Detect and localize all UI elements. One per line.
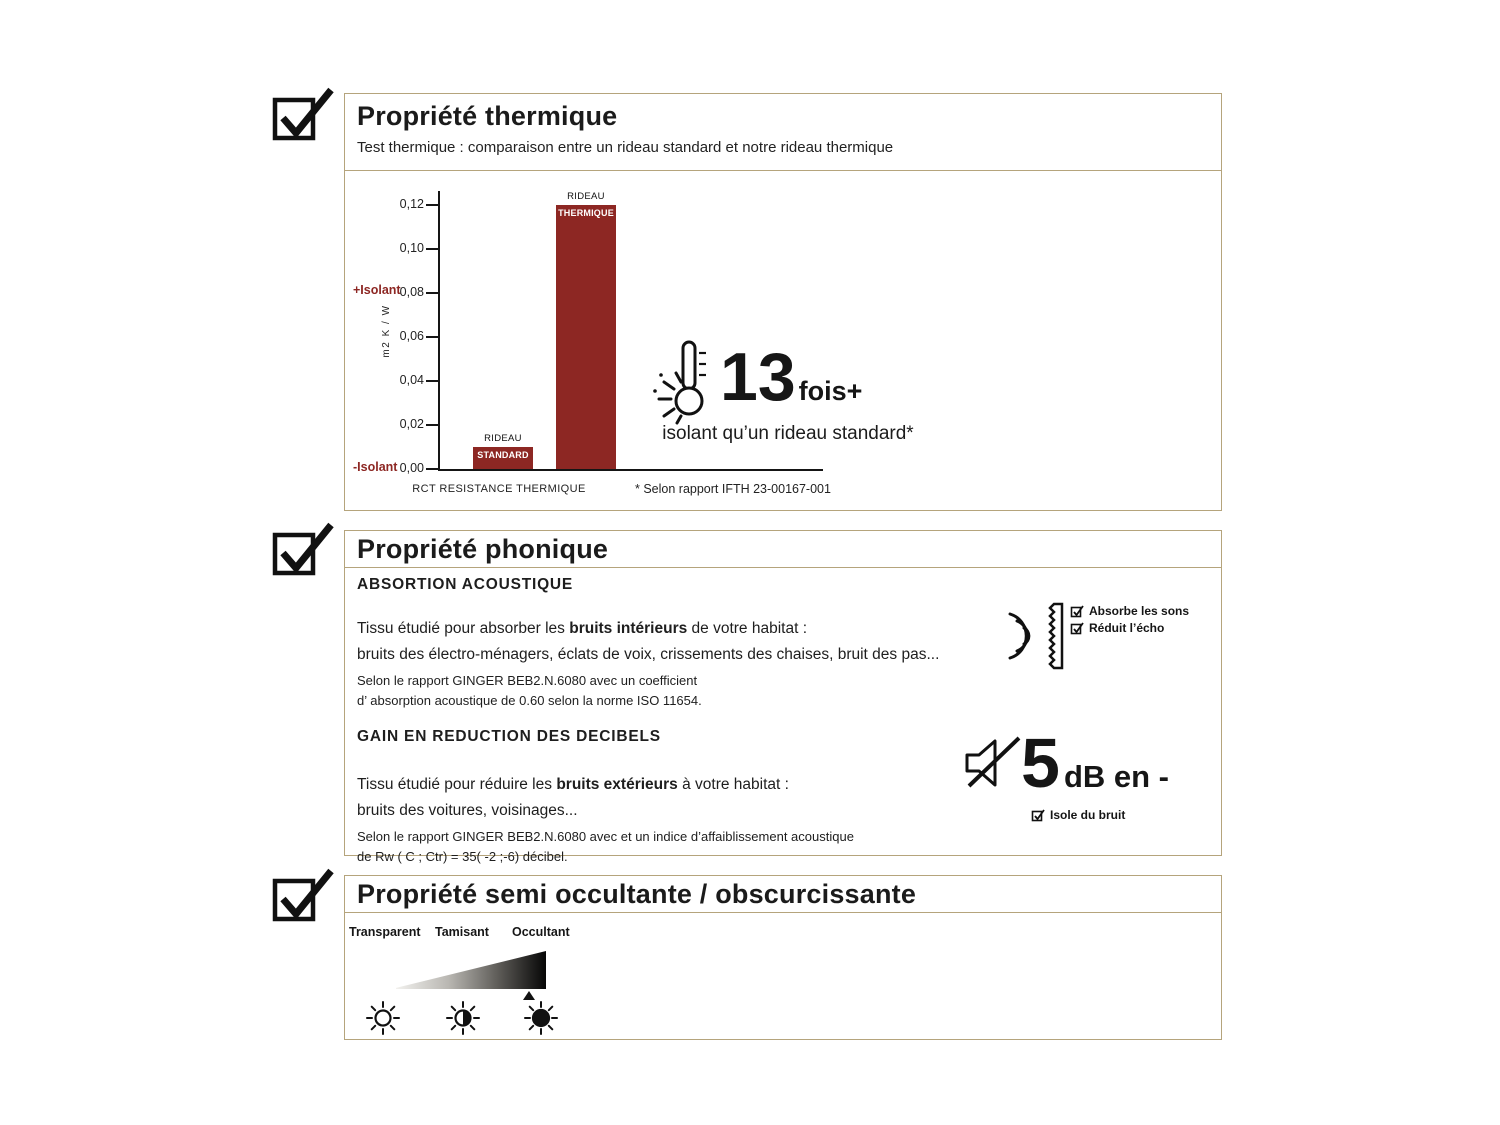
isolation-checklist xyxy=(1031,806,1125,823)
absorption-line1-prefix: Tissu étudié pour absorber les xyxy=(357,620,570,637)
thermal-title: Propriété thermique xyxy=(357,101,618,131)
y-tick-label: 0,10 xyxy=(399,241,424,255)
opacity-section-check-icon xyxy=(272,867,336,925)
absorption-line-2: bruits des électro-ménagers, éclats de voix, crissements des chaises, bruit des pas... xyxy=(357,646,940,663)
opacity-panel xyxy=(344,875,1222,1040)
opacity-panel-header xyxy=(345,876,1221,913)
check-label-echo: Réduit l’écho xyxy=(1089,620,1165,635)
acoustic-panel-header xyxy=(345,531,1221,568)
check-label-absorbe: Absorbe les sons xyxy=(1089,603,1190,618)
opacity-gradient-ramp xyxy=(396,951,546,989)
y-tick-mark xyxy=(426,468,438,470)
acoustic-panel xyxy=(344,530,1222,864)
chart-y-axis-label: m2 K / W xyxy=(381,304,392,358)
absorption-checklist xyxy=(1070,602,1189,636)
y-tick-label: 0,04 xyxy=(399,373,424,387)
decibel-callout xyxy=(1021,724,1169,802)
sun-filled-icon xyxy=(523,1000,559,1036)
thermal-subtitle: Test thermique : comparaison entre un rideau standard et notre rideau thermique xyxy=(357,139,894,156)
up-triangle-marker-icon xyxy=(523,991,535,1000)
y-tick-mark xyxy=(426,380,438,382)
small-check-icon xyxy=(1031,808,1045,822)
absorption-line1-suffix: de votre habitat : xyxy=(687,620,808,637)
level-label-transparent: Transparent xyxy=(349,925,421,939)
check-row-echo xyxy=(1070,619,1189,636)
y-tick-mark xyxy=(426,248,438,250)
sun-outline-icon xyxy=(365,1000,401,1036)
thermal-callout xyxy=(720,339,863,415)
y-tick-label: 0,06 xyxy=(399,329,424,343)
bar-top-label: RIDEAU xyxy=(484,433,522,444)
y-tick-label: 0,02 xyxy=(399,417,424,431)
thermal-panel-header xyxy=(345,94,1221,171)
acoustic-title: Propriété phonique xyxy=(357,534,609,564)
sun-half-icon xyxy=(445,1000,481,1036)
absorption-small-1: Selon le rapport GINGER BEB2.N.6080 avec un coefficient xyxy=(357,673,698,688)
gain-line-1 xyxy=(357,772,977,798)
opacity-title: Propriété semi occultante / obscurcissante xyxy=(357,879,917,909)
bar-top-label: RIDEAU xyxy=(567,191,605,202)
y-tick-mark xyxy=(426,336,438,338)
thermal-callout-caption: isolant qu’un rideau standard* xyxy=(662,423,914,444)
y-tick-label: 0,00 xyxy=(399,461,424,475)
gain-small-1: Selon le rapport GINGER BEB2.N.6080 avec et un indice d’affaiblissement acoustique xyxy=(357,829,854,844)
level-label-occultant: Occultant xyxy=(512,925,570,939)
thermal-section-check-icon xyxy=(272,86,336,144)
absorption-small-2: d’ absorption acoustique de 0.60 selon la norme ISO 11654. xyxy=(357,693,702,708)
check-label-isole: Isole du bruit xyxy=(1050,807,1126,822)
gain-heading: GAIN EN REDUCTION DES DECIBELS xyxy=(357,728,661,745)
thermometer-icon xyxy=(628,337,723,425)
bar-box-label: STANDARD xyxy=(477,450,529,460)
small-check-icon xyxy=(1070,604,1084,618)
decibel-suffix: dB en - xyxy=(1063,759,1169,794)
thermal-callout-number: 13 xyxy=(720,339,796,415)
y-tick-mark xyxy=(426,424,438,426)
thermal-chart-area xyxy=(345,171,1221,510)
absorption-line-1 xyxy=(357,616,977,642)
minus-isolant-label: -Isolant xyxy=(353,460,398,474)
thermal-panel xyxy=(344,93,1222,511)
absorption-line1-bold: bruits intérieurs xyxy=(569,620,688,637)
bar-standard xyxy=(473,447,533,469)
plus-isolant-label: +Isolant xyxy=(353,283,401,297)
gain-small-2: de Rw ( C ; Ctr) = 35( -2 ;-6) décibel. xyxy=(357,849,568,864)
bar-box-label: THERMIQUE xyxy=(558,208,614,218)
acoustic-section-check-icon xyxy=(272,521,336,579)
y-tick-mark xyxy=(426,204,438,206)
small-check-icon xyxy=(1070,621,1084,635)
chart-footnote: * Selon rapport IFTH 23-00167-001 xyxy=(635,482,831,496)
gain-line1-bold: bruits extérieurs xyxy=(556,776,678,793)
gain-line1-suffix: à votre habitat : xyxy=(677,776,789,793)
thermal-callout-suffix: fois+ xyxy=(798,376,863,406)
opacity-body xyxy=(345,913,1221,1038)
y-tick-label: 0,08 xyxy=(399,285,424,299)
acoustic-body xyxy=(345,568,1221,864)
gain-line1-prefix: Tissu étudié pour réduire les xyxy=(357,776,557,793)
y-tick-label: 0,12 xyxy=(399,197,424,211)
check-row-absorbe xyxy=(1070,602,1189,619)
bar-thermique xyxy=(556,205,616,469)
level-label-tamisant: Tamisant xyxy=(435,925,489,939)
absorption-heading: ABSORTION ACOUSTIQUE xyxy=(357,576,574,593)
check-row-isole xyxy=(1031,806,1125,823)
y-tick-mark xyxy=(426,292,438,294)
gain-line-2: bruits des voitures, voisinages... xyxy=(357,802,578,819)
chart-x-axis-label: RCT RESISTANCE THERMIQUE xyxy=(412,483,586,495)
decibel-number: 5 xyxy=(1021,724,1060,802)
acoustic-text-column xyxy=(357,576,977,867)
sound-absorption-icon xyxy=(1002,600,1072,672)
